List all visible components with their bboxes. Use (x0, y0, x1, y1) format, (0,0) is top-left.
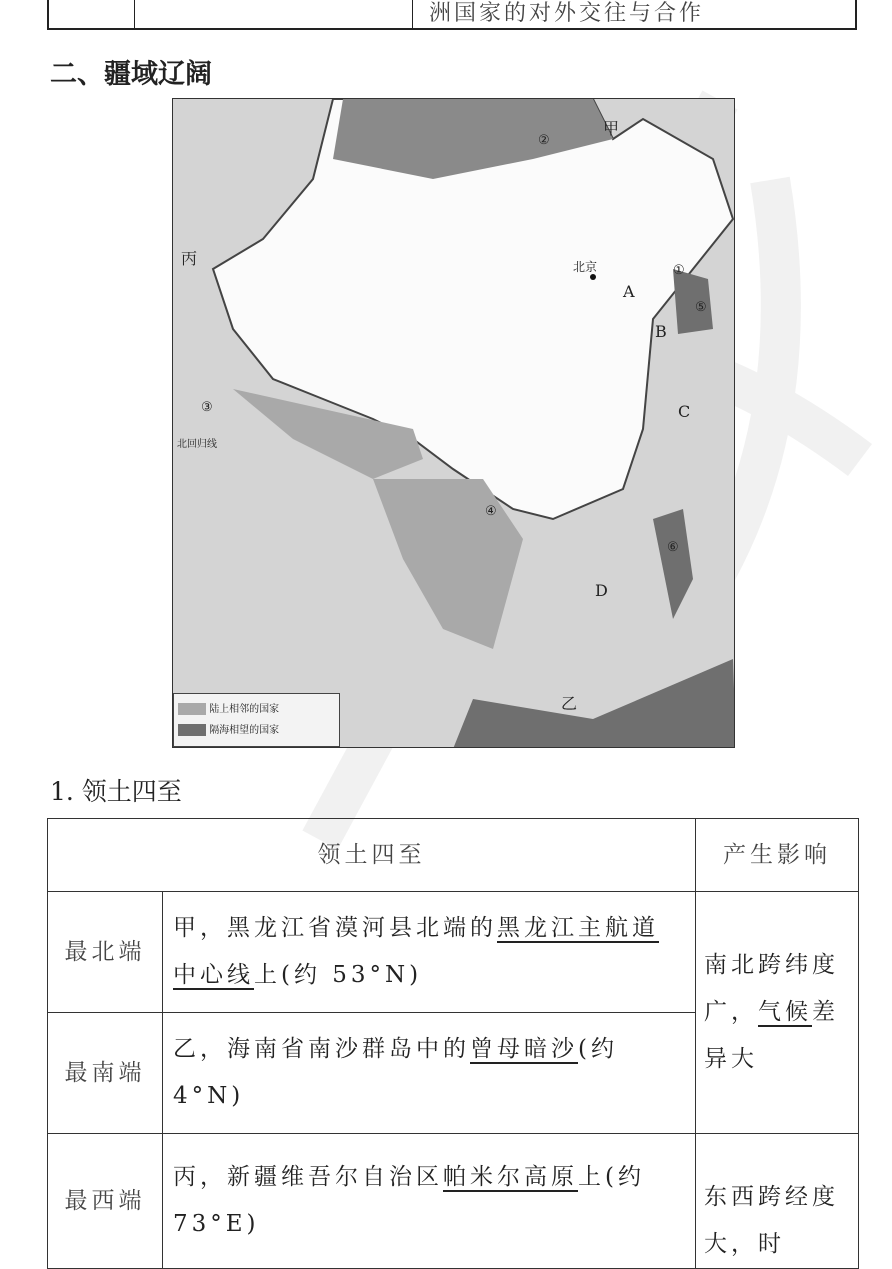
legend-label: 陆上相邻的国家 (209, 704, 280, 715)
cell-text: 上(约 53°N) (254, 962, 423, 988)
effect-text: 差异大 (704, 999, 839, 1072)
table-header: 产生影响 (696, 819, 859, 892)
cell-text: 丙，新疆维吾尔自治区 (173, 1164, 443, 1190)
table-header: 领土四至 (48, 819, 696, 892)
label-D: D (595, 581, 608, 600)
korea (673, 269, 713, 334)
label-3: ③ (201, 400, 213, 415)
label-6: ⑥ (667, 540, 679, 555)
cell-underline: 帕米尔高原 (443, 1164, 578, 1190)
effect-text: 南北跨纬度广， (704, 952, 839, 1025)
effect-underline: 气候 (758, 999, 812, 1025)
territory-extremes-table (47, 818, 859, 1269)
label-tropic: 北回归线 (177, 439, 217, 450)
cell-text: 乙，海南省南沙群岛中的 (173, 1036, 470, 1062)
beijing-marker (590, 274, 596, 280)
label-4: ④ (485, 504, 497, 519)
china-map (172, 98, 735, 748)
row-name: 最北端 (48, 892, 163, 1013)
table-row (48, 892, 859, 1013)
effect-text: 东西跨经度大，时 (696, 1134, 859, 1269)
section-title: 二、疆域辽阔 (50, 59, 212, 90)
cell-text: (约 4°N) (173, 1036, 618, 1109)
cell-underline: 曾母暗沙 (470, 1036, 578, 1062)
label-1: ① (673, 263, 685, 278)
label-A: A (623, 282, 635, 301)
label-5: ⑤ (695, 300, 707, 315)
previous-table-fragment (47, 0, 857, 30)
table-row (48, 1134, 859, 1269)
cell-text: 上(约 73°E) (173, 1164, 645, 1237)
table-cell-text: 洲国家的对外交往与合作 (429, 1, 705, 26)
subsection-title: 1. 领土四至 (50, 777, 182, 806)
label-north: 甲 (603, 119, 620, 138)
cell-underline: 黑龙江主航道中心线 (173, 915, 659, 988)
label-beijing: 北京 (573, 260, 598, 274)
legend-label: 隔海相望的国家 (209, 725, 280, 736)
cell-text: 甲，黑龙江省漠河县北端的 (173, 915, 497, 941)
label-2: ② (538, 133, 550, 148)
label-west: 丙 (181, 249, 198, 268)
row-name: 最西端 (48, 1134, 163, 1269)
label-south: 乙 (561, 694, 578, 713)
label-B: B (655, 322, 667, 341)
label-C: C (678, 402, 691, 421)
row-name: 最南端 (48, 1013, 163, 1134)
map-legend (173, 693, 340, 747)
